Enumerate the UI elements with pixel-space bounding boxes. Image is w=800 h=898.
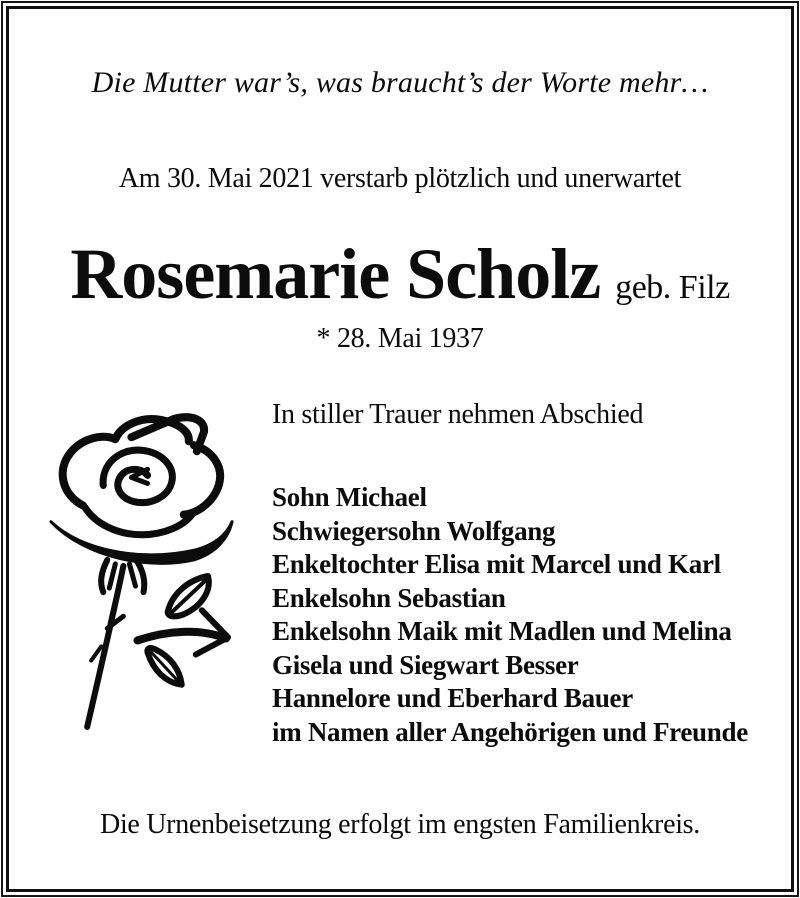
birth-date: * 28. Mai 1937 xyxy=(316,323,484,354)
mourner-line: Enkelsohn Maik mit Madlen und Melina xyxy=(272,616,732,646)
name-row xyxy=(0,234,800,314)
epigraph-quote: Die Mutter war’s, was braucht’s der Worte mehr… xyxy=(91,66,709,99)
mourners-list xyxy=(272,481,748,749)
mourner-line: Enkelsohn Sebastian xyxy=(272,582,506,613)
funeral-info: Die Urnenbeisetzung erfolgt im engsten Familienkreis. xyxy=(100,809,700,840)
mourner-line: Enkeltochter Elisa mit Marcel und Karl xyxy=(272,549,721,579)
maiden-name: geb. Filz xyxy=(615,269,730,306)
death-announcement: Am 30. Mai 2021 verstarb plötzlich und unerwartet xyxy=(118,163,682,194)
deceased-name: Rosemarie Scholz xyxy=(70,234,601,314)
rose-icon xyxy=(48,413,236,735)
mourner-line: Sohn Michael xyxy=(272,482,427,512)
mourner-line: im Namen aller Angehörigen und Freunde xyxy=(272,716,748,747)
mourning-intro: In stiller Trauer nehmen Abschied xyxy=(272,399,644,430)
mourner-line: Gisela und Siegwart Besser xyxy=(272,649,579,680)
mourner-line: Schwiegersohn Wolfgang xyxy=(272,515,556,546)
mourner-line: Hannelore und Eberhard Bauer xyxy=(272,683,633,713)
